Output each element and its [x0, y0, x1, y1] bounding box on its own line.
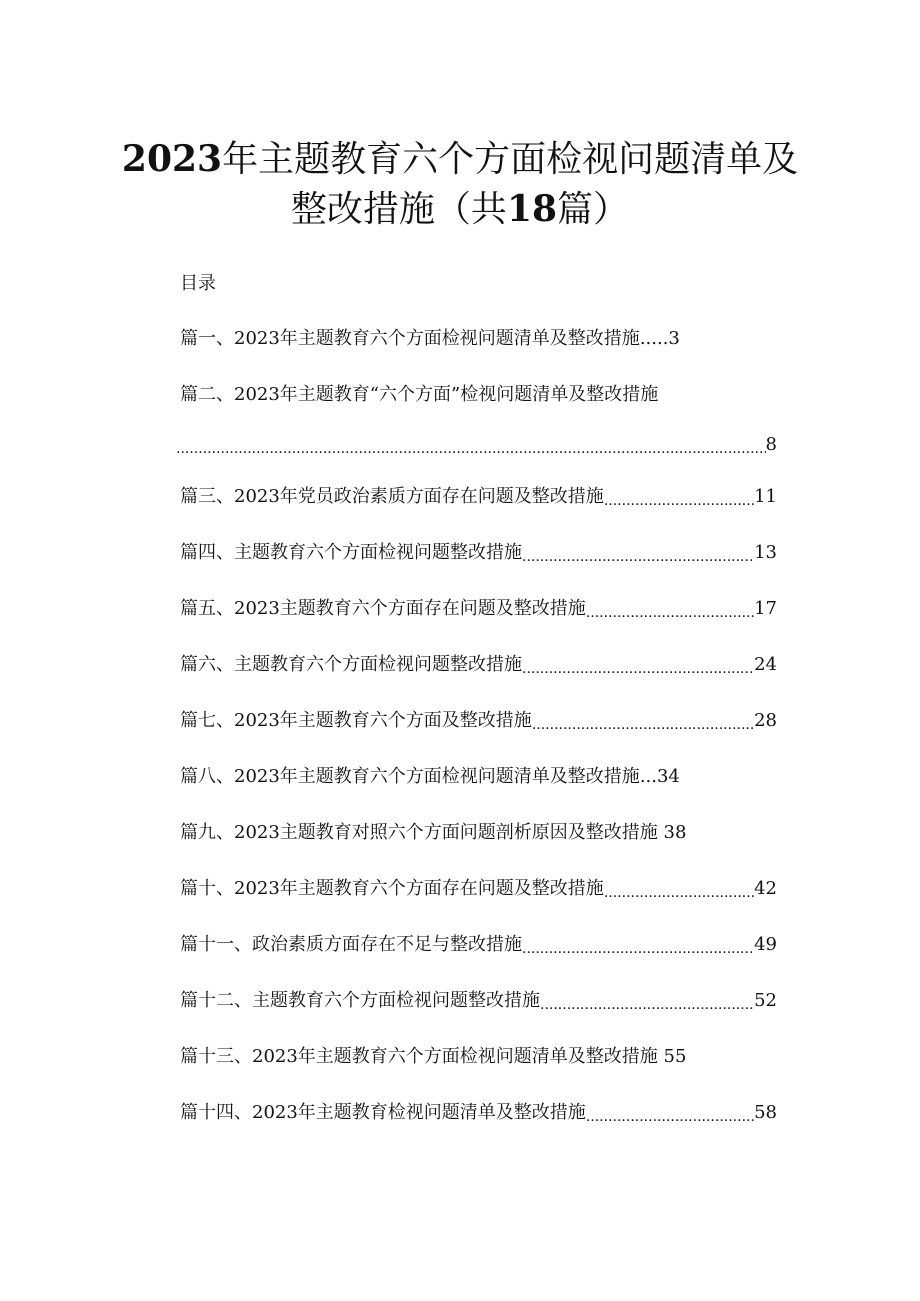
title-text-1: 年主题教育六个方面检视问题清单及 [222, 139, 799, 180]
toc-entry-page: 52 [754, 990, 777, 1011]
toc-entry-title: 篇三、2023年党员政治素质方面存在问题及整改措施 [180, 486, 604, 507]
toc-entry-title: 篇六、主题教育六个方面检视问题整改措施 [180, 654, 522, 675]
toc-entry-page: 38 [663, 822, 687, 843]
toc-entry-leader [586, 1106, 754, 1128]
toc-entry-6[interactable] [180, 650, 777, 680]
toc-entry-leader: ..... [639, 328, 669, 349]
toc-entry-3[interactable] [180, 482, 777, 512]
toc-entry-leader [522, 546, 754, 568]
toc-entry-4[interactable] [180, 538, 777, 568]
toc-entry-leader [522, 938, 754, 960]
toc-entry-2-continuation[interactable] [176, 430, 777, 460]
toc-entry-leader [604, 882, 754, 904]
title-count: 18 [506, 188, 558, 230]
toc-entry-title: 篇八、2023年主题教育六个方面检视问题清单及整改措施 [180, 766, 640, 787]
toc-entry-leader [176, 438, 766, 460]
toc-entry-13[interactable] [180, 1042, 777, 1072]
toc-entry-page: 8 [765, 434, 777, 455]
toc-entry-12[interactable] [180, 986, 777, 1016]
toc-entry-leader [540, 994, 754, 1016]
toc-entry-page: 49 [754, 934, 777, 955]
title-text-2-post: 篇） [557, 189, 630, 230]
toc-entry-page: 28 [754, 710, 777, 731]
title-text-2-pre: 整改措施（共 [290, 189, 507, 230]
toc-entry-7[interactable] [180, 706, 777, 736]
title-year: 2023 [121, 138, 223, 180]
toc-entry-2[interactable] [180, 380, 777, 410]
toc-entry-page: 34 [656, 766, 680, 787]
toc-entry-14[interactable] [180, 1098, 777, 1128]
toc-entry-leader [522, 658, 754, 680]
toc-heading: 目录 [180, 273, 216, 294]
toc-entry-title: 篇十三、2023年主题教育六个方面检视问题清单及整改措施 [180, 1046, 658, 1067]
toc-entry-page: 42 [754, 878, 777, 899]
toc-entry-title: 篇七、2023年主题教育六个方面及整改措施 [180, 710, 532, 731]
toc-entry-5[interactable] [180, 594, 777, 624]
toc-entry-8[interactable] [180, 762, 777, 792]
toc-entry-9[interactable] [180, 818, 777, 848]
toc-entry-title: 篇四、主题教育六个方面检视问题整改措施 [180, 542, 522, 563]
toc-entry-10[interactable] [180, 874, 777, 904]
toc-entry-leader: ... [639, 766, 657, 787]
document-title-line-2 [0, 181, 920, 238]
toc-entry-page: 24 [754, 654, 777, 675]
toc-entry-title: 篇五、2023主题教育六个方面存在问题及整改措施 [180, 598, 586, 619]
toc-entry-page: 3 [668, 328, 680, 349]
toc-entry-title: 篇十四、2023年主题教育检视问题清单及整改措施 [180, 1102, 586, 1123]
toc-entry-title: 篇十一、政治素质方面存在不足与整改措施 [180, 934, 522, 955]
toc-entry-title: 篇十、2023年主题教育六个方面存在问题及整改措施 [180, 878, 604, 899]
toc-entry-leader [586, 602, 754, 624]
toc-entry-leader [604, 490, 754, 512]
toc-entry-title: 篇二、2023年主题教育“六个方面”检视问题清单及整改措施 [180, 384, 659, 405]
toc-entry-page: 58 [754, 1102, 777, 1123]
document-title-line-1 [0, 131, 920, 188]
toc-entry-title: 篇一、2023年主题教育六个方面检视问题清单及整改措施 [180, 328, 640, 349]
toc-entry-title: 篇十二、主题教育六个方面检视问题整改措施 [180, 990, 540, 1011]
toc-entry-1[interactable] [180, 324, 777, 354]
toc-entry-title: 篇九、2023主题教育对照六个方面问题剖析原因及整改措施 [180, 822, 658, 843]
toc-entry-page: 17 [754, 598, 777, 619]
toc-entry-leader [532, 714, 754, 736]
toc-entry-page: 11 [754, 486, 777, 507]
toc-entry-11[interactable] [180, 930, 777, 960]
toc-entry-page: 13 [754, 542, 777, 563]
toc-entry-page: 55 [663, 1046, 687, 1067]
